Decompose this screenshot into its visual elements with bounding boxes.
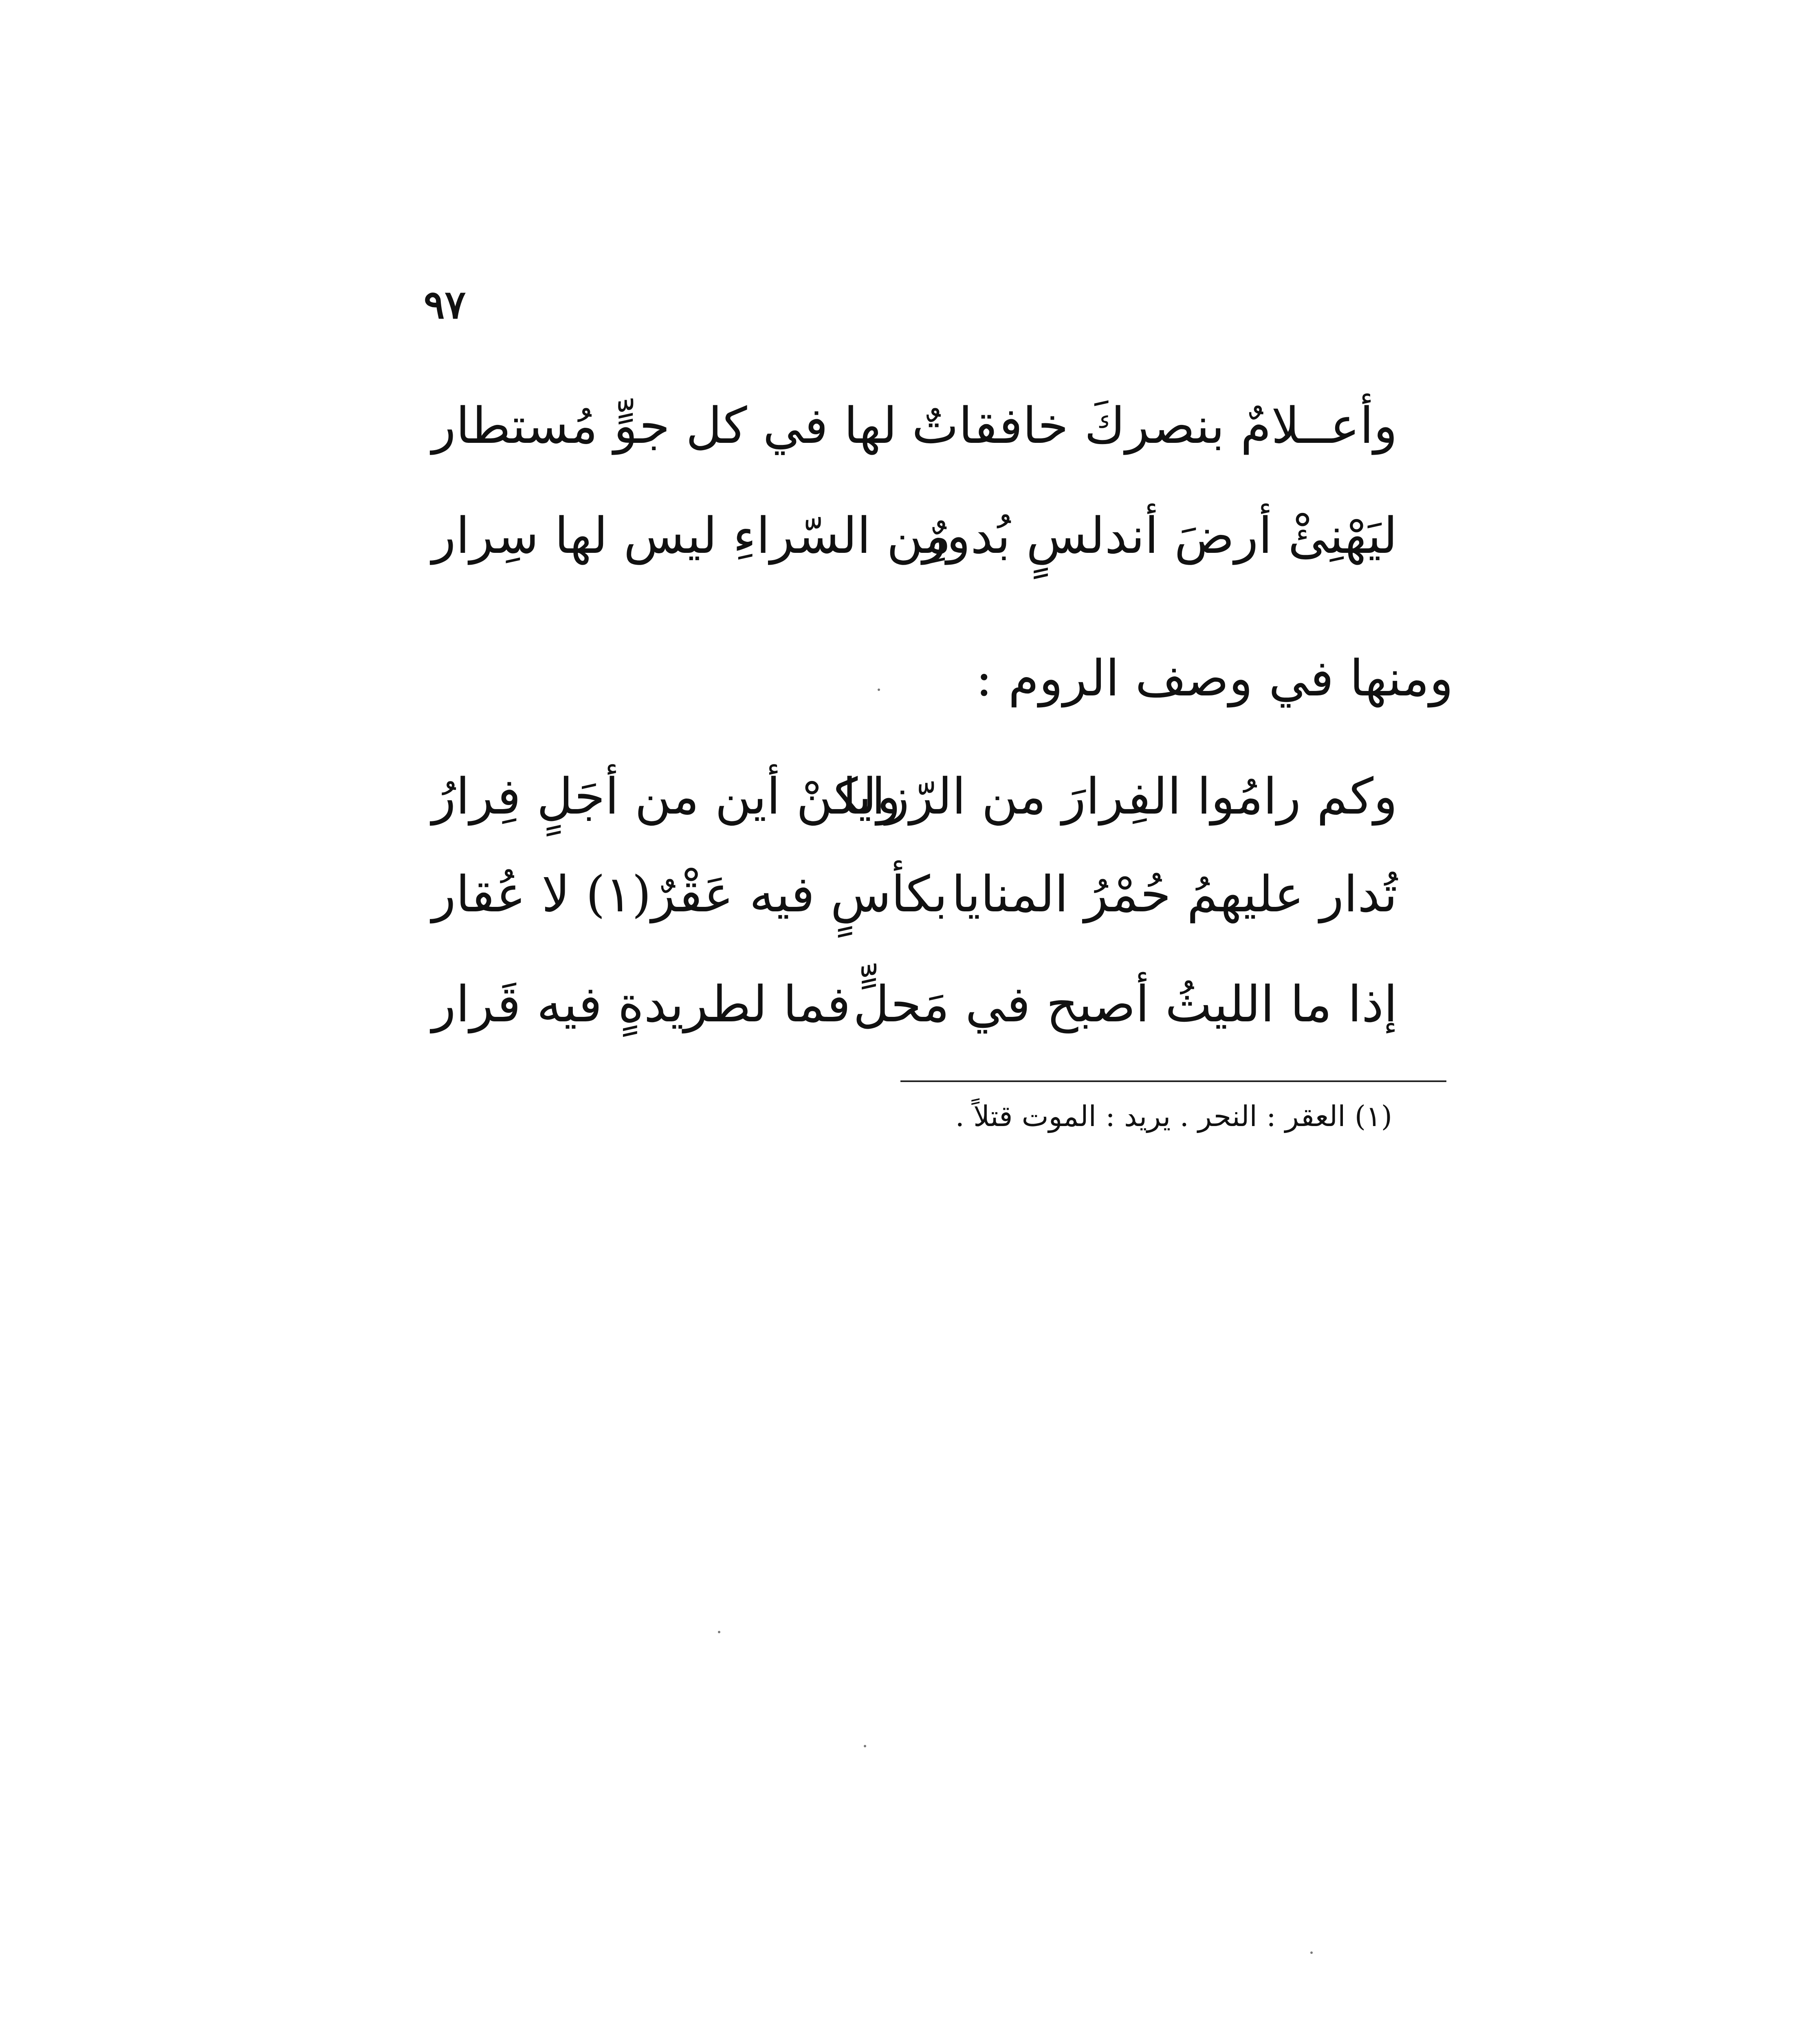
poem-verse [432,974,1397,1035]
verse-second-hemistich: ولكنْ أين من أجَلٍ فِرارُ [432,768,901,825]
verse-first-hemistich: وكم رامُوا الفِرارَ من الرّزايا [843,768,1397,825]
poem-verse [432,864,1397,925]
footnote: (١) العقر : النحر . يريد : الموت قتلاً . [955,1100,1392,1133]
scan-speck [878,689,880,691]
poem-verse [432,766,1397,827]
poem-verse [432,395,1397,456]
footnote-divider [900,1080,1446,1082]
page-number: ٩٧ [424,282,466,328]
verse-second-hemistich: بكأسٍ فيه عَقْرٌ(١) لا عُقار [432,865,948,923]
poem-verse [432,505,1397,566]
verse-first-hemistich: ليَهْنِئْ أرضَ أندلسٍ بُدورٌ [922,507,1397,565]
scan-speck [718,1631,720,1633]
verse-second-hemistich: لها في كل جوٍّ مُستطار [432,397,897,455]
scan-speck [864,1745,866,1747]
verse-second-hemistich: مِن السّراءِ ليس لها سِرار [432,507,951,565]
verse-first-hemistich: إذا ما الليثُ أصبح في مَحلٍّ [853,975,1397,1033]
verse-first-hemistich: وأعــلامٌ بنصركَ خافقاتٌ [911,397,1397,455]
verse-first-hemistich: تُدار عليهمُ حُمْرُ المنايا [951,865,1397,923]
section-heading: ومنها في وصف الروم : [975,649,1453,707]
verse-second-hemistich: فما لطريدةٍ فيه قَرار [432,975,851,1033]
scan-speck [1310,1951,1313,1954]
